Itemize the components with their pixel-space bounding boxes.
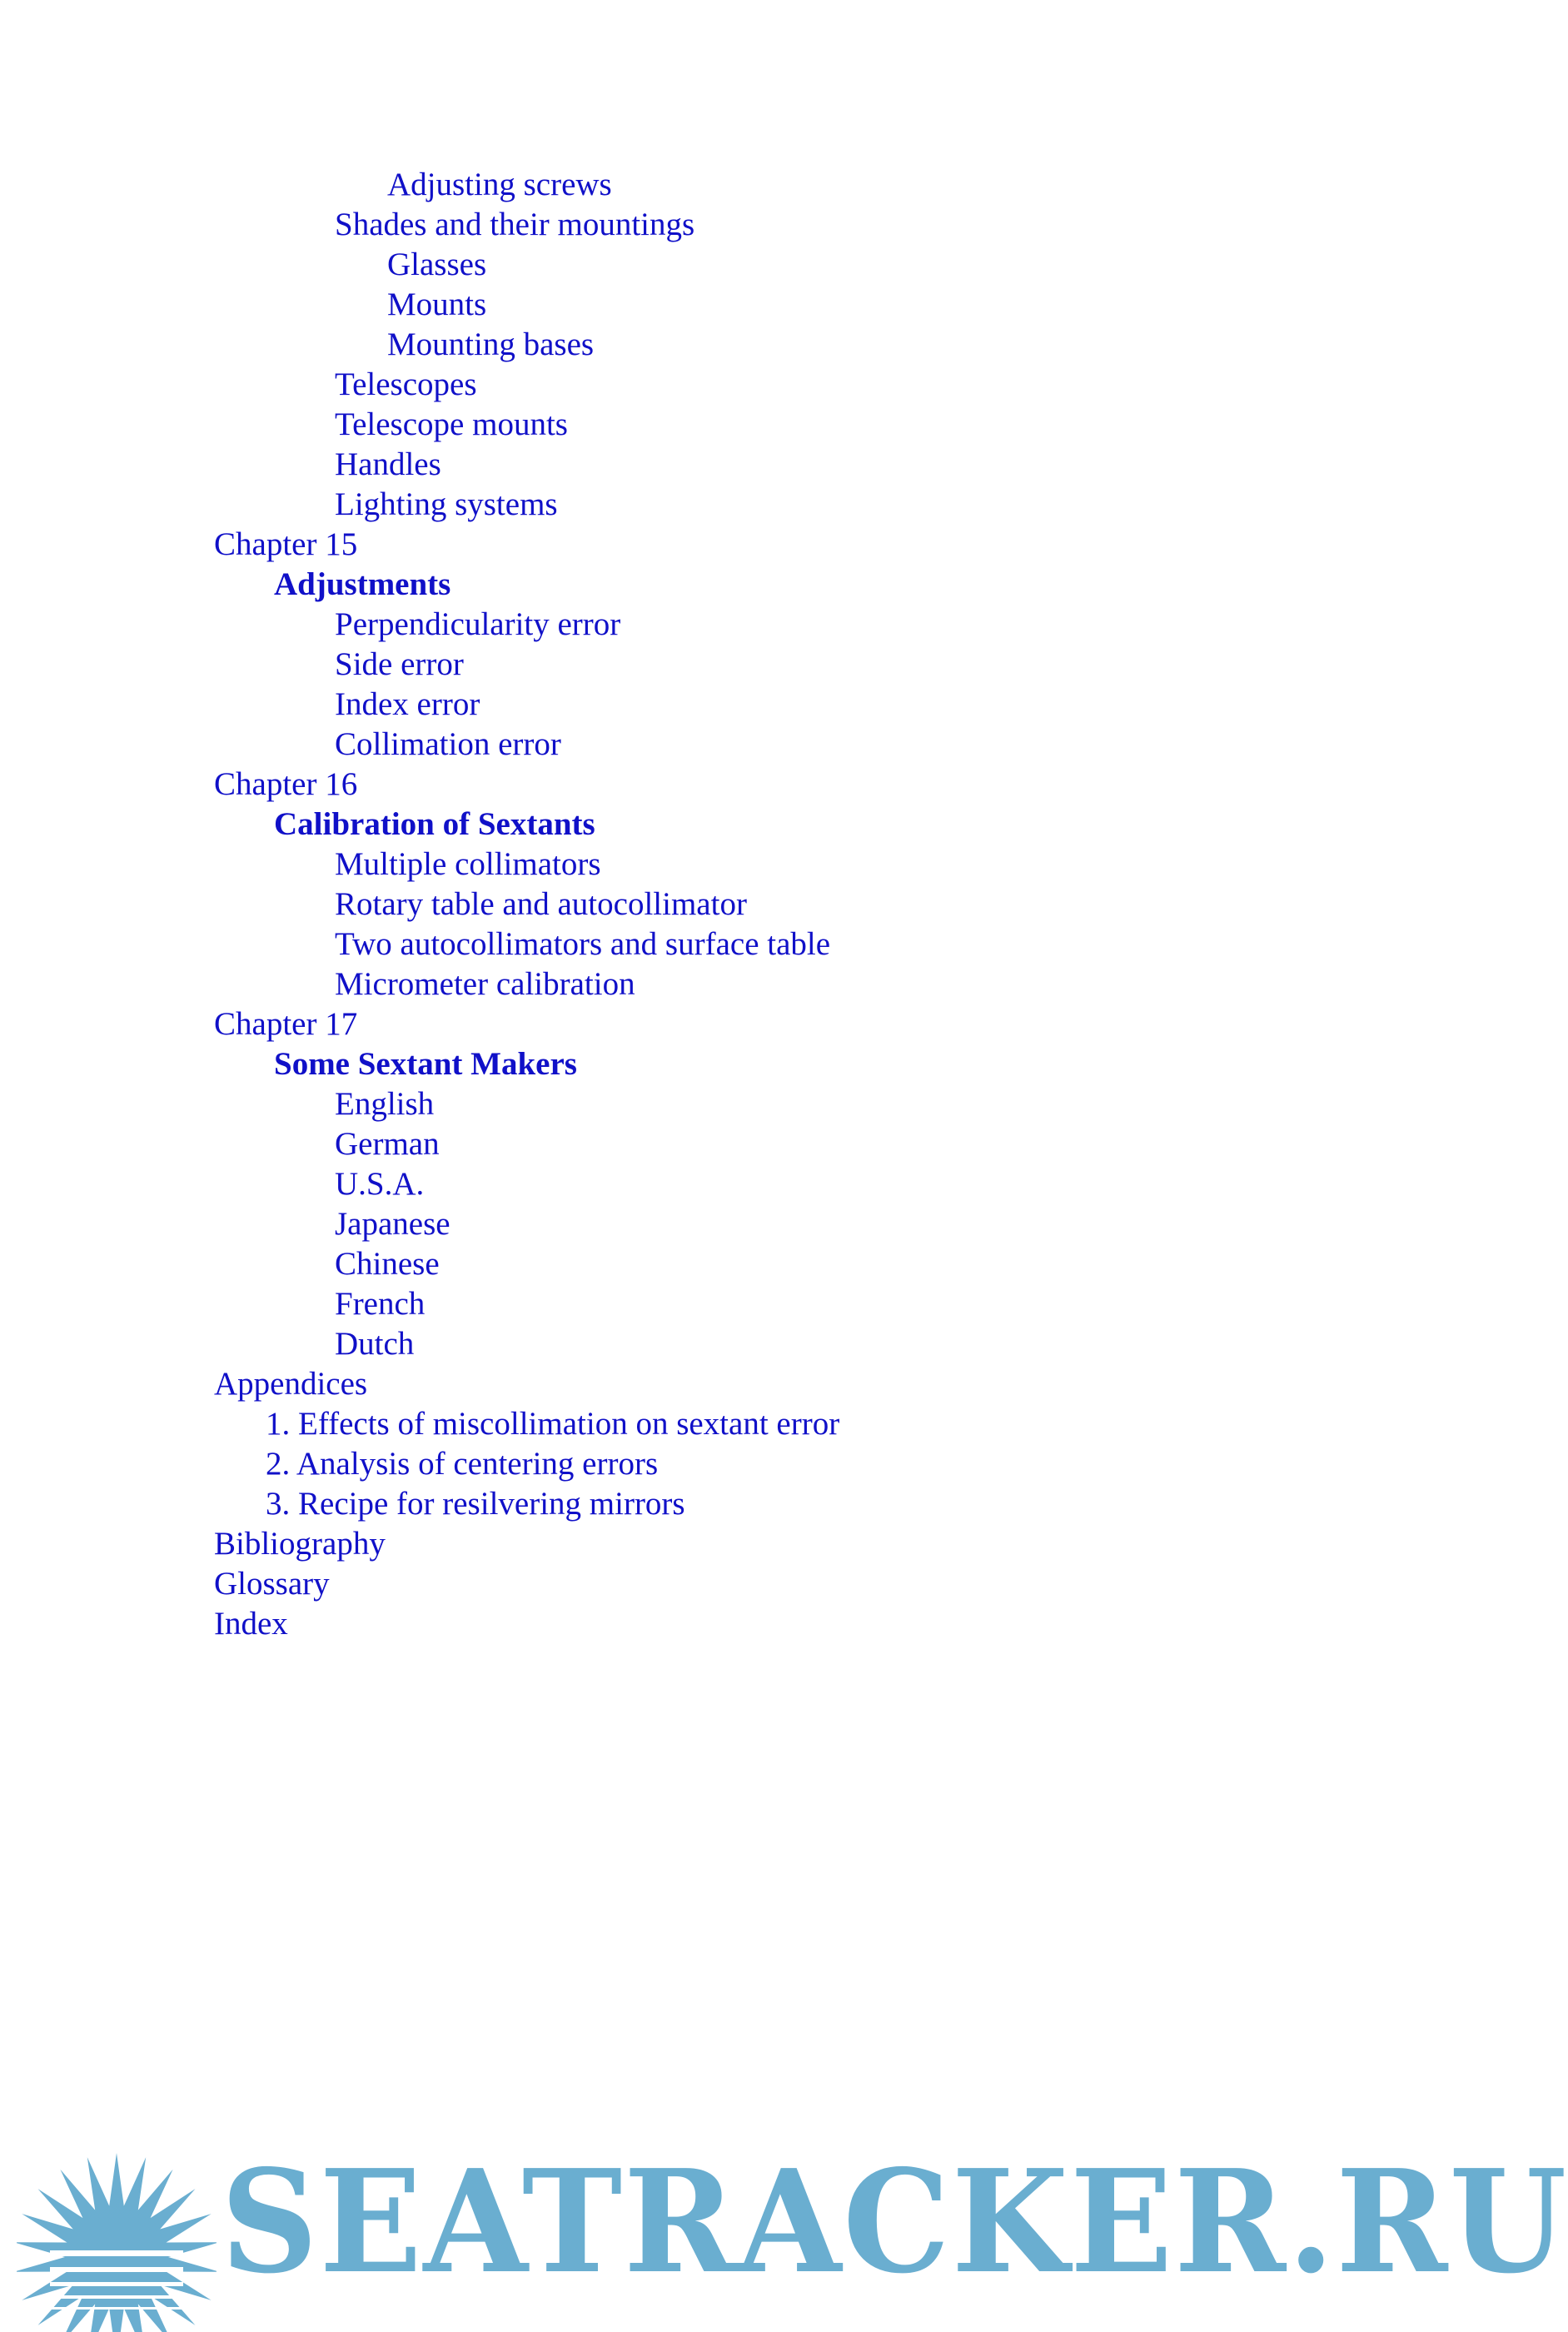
toc-link[interactable]: French xyxy=(335,1286,426,1322)
logo-wordmark: SEATRACKER.RU xyxy=(221,2139,1568,2305)
toc-link[interactable]: Mounts xyxy=(387,287,487,322)
toc-link[interactable]: Side error xyxy=(335,646,464,682)
watermark-logo xyxy=(0,2124,1568,2332)
toc-link[interactable]: Chapter 17 xyxy=(214,1006,358,1042)
toc-link[interactable]: Dutch xyxy=(335,1326,415,1362)
toc-link[interactable]: Lighting systems xyxy=(335,486,558,522)
toc-link[interactable]: English xyxy=(335,1086,435,1122)
toc-link[interactable]: Glasses xyxy=(387,247,487,282)
toc-link[interactable]: Index error xyxy=(335,686,480,722)
toc-link[interactable]: Mounting bases xyxy=(387,326,595,362)
toc-link[interactable]: 2. Analysis of centering errors xyxy=(266,1446,659,1482)
toc-link[interactable]: U.S.A. xyxy=(335,1166,425,1202)
toc-link[interactable]: Multiple collimators xyxy=(335,846,601,882)
toc-link[interactable]: Telescope mounts xyxy=(335,406,568,442)
toc-link[interactable]: Appendices xyxy=(214,1366,368,1402)
toc-link[interactable]: Shades and their mountings xyxy=(335,207,695,242)
toc-link[interactable]: Bibliography xyxy=(214,1526,386,1562)
toc-link[interactable]: Index xyxy=(214,1606,288,1642)
toc-link[interactable]: Perpendicularity error xyxy=(335,606,621,642)
toc-link[interactable]: 1. Effects of miscollimation on sextant error xyxy=(266,1406,840,1442)
toc-link[interactable]: Some Sextant Makers xyxy=(274,1046,577,1082)
toc-link[interactable]: Micrometer calibration xyxy=(335,966,635,1002)
toc-link[interactable]: Rotary table and autocollimator xyxy=(335,886,747,922)
toc-link[interactable]: Telescopes xyxy=(335,366,477,402)
toc-link[interactable]: Chapter 15 xyxy=(214,526,358,562)
toc-link[interactable]: Two autocollimators and surface table xyxy=(335,926,831,962)
toc-link[interactable]: 3. Recipe for resilvering mirrors xyxy=(266,1486,685,1522)
toc-link[interactable]: German xyxy=(335,1126,440,1162)
toc-link[interactable]: Collimation error xyxy=(335,726,561,762)
sun-icon xyxy=(17,2124,217,2332)
toc-link[interactable]: Adjustments xyxy=(274,566,451,602)
toc-link[interactable]: Chinese xyxy=(335,1246,440,1282)
toc-link[interactable]: Calibration of Sextants xyxy=(274,806,595,842)
toc-link[interactable]: Glossary xyxy=(214,1566,330,1602)
table-of-contents xyxy=(214,165,1297,1644)
toc-link[interactable]: Chapter 16 xyxy=(214,766,358,802)
toc-link[interactable]: Japanese xyxy=(335,1206,450,1242)
toc-link[interactable]: Adjusting screws xyxy=(387,167,612,202)
toc-link[interactable]: Handles xyxy=(335,446,441,482)
